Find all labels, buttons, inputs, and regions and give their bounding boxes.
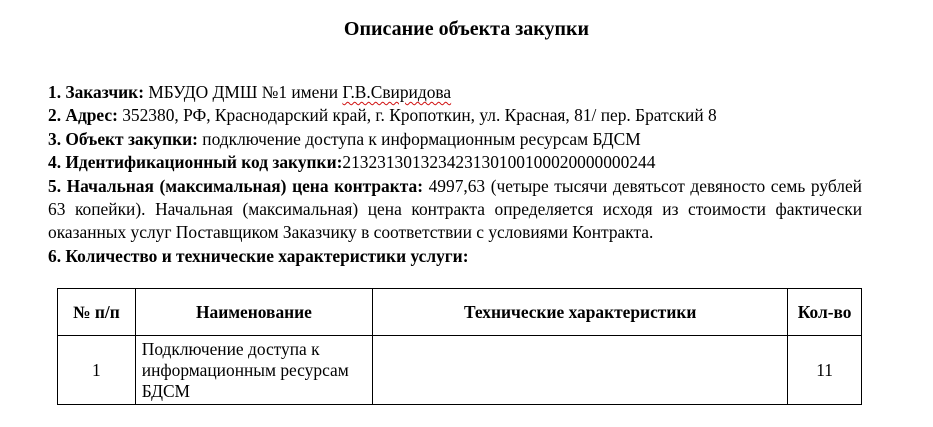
item-price xyxy=(48,175,862,245)
item-text: 4997,63 (четыре тысячи девятьсот девяносто семь рублей 63 копейки). Начальная (максимальная) цена контракта определяется исходя из стоимости фактически оказанных услуг Поставщиком Заказчику в соответствии с условиями Контракта. xyxy=(48,175,862,243)
table-row xyxy=(58,336,862,405)
item-label: 6. Количество и технические характеристики услуги: xyxy=(48,245,469,266)
item-label: 4. Идентификационный код закупки: xyxy=(48,152,343,173)
header-qty: Кол-во xyxy=(788,289,862,336)
item-customer xyxy=(48,81,862,104)
cell-num: 1 xyxy=(58,336,136,405)
document-title: Описание объекта закупки xyxy=(343,18,590,40)
procurement-details xyxy=(48,81,862,268)
item-label: 1. Заказчик: xyxy=(48,82,144,102)
header-num: № п/п xyxy=(58,289,136,336)
header-tech: Технические характеристики xyxy=(373,289,788,336)
item-text: 213231301323423130100100020000000244 xyxy=(342,152,656,173)
specification-table xyxy=(57,288,862,405)
item-characteristics xyxy=(48,245,862,268)
item-label: 3. Объект закупки: xyxy=(48,128,198,149)
item-label: 2. Адрес: xyxy=(48,105,118,126)
item-object xyxy=(48,128,862,151)
item-text: 352380, РФ, Краснодарский край, г. Кропоткин, ул. Красная, 81/ пер. Братский 8 xyxy=(117,105,717,126)
cell-qty: 11 xyxy=(788,336,862,405)
item-text: подключение доступа к информационным ресурсам БДСМ xyxy=(197,128,641,149)
table-header-row xyxy=(58,289,862,336)
item-label: 5. Начальная (максимальная) цена контракта: xyxy=(48,175,424,196)
cell-tech xyxy=(373,336,788,405)
header-name: Наименование xyxy=(135,289,372,336)
item-id-code xyxy=(48,151,862,174)
item-text: МБУДО ДМШ №1 имени xyxy=(144,82,343,102)
item-address xyxy=(48,104,862,127)
spellcheck-flagged-text[interactable]: Г.В.Свиридова xyxy=(342,82,452,102)
cell-name: Подключение доступа к информационным ресурсам БДСМ xyxy=(135,336,372,405)
